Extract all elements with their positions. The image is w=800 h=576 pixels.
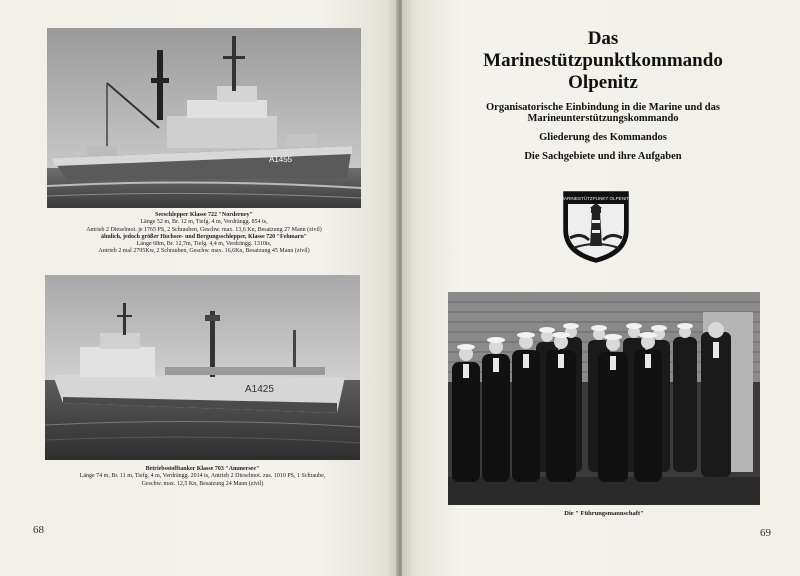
caption-line: Länge 52 m, Br. 12 m, Tiefg. 4 m, Verdrängg. 854 ts, [140, 219, 268, 226]
hull-number-label: A1455 [269, 155, 293, 164]
caption-line: Geschw. max. 12,5 Kn, Besatzung 24 Mann (zivil) [141, 480, 264, 487]
hull-number-label: A1425 [245, 384, 274, 395]
title-line: Olpenitz [568, 72, 638, 93]
crest-text: MARINESTÜTZPUNKT OLPENITZ [561, 196, 631, 201]
team-photo-caption: Die " Führungsmannschaft" [564, 510, 644, 517]
caption-title: Seeschlepper Klasse 722 "Norderney" [155, 212, 253, 218]
tug-ship-photo [47, 28, 361, 208]
tanker-ship-caption [45, 466, 360, 488]
title-line: Das [587, 28, 619, 49]
team-group-photo [448, 292, 760, 505]
subtitle-line: Organisatorische Einbindung in die Marine und das [486, 102, 720, 113]
title-line: Marinestützpunktkommando [483, 50, 723, 71]
tug-ship-caption [47, 212, 361, 256]
right-page-number: 69 [760, 527, 771, 539]
command-crest-icon [561, 188, 631, 264]
subtitle-line: Marineunterstützungskommando [527, 113, 679, 124]
subtitle-line: Gliederung des Kommandos [539, 132, 667, 143]
caption-line: Länge 68m, Br. 12,7m, Tiefg. 4,4 m, Verdrängg. 1310ts, [136, 241, 272, 248]
caption-line: Länge 74 m, Br. 11 m, Tiefg. 4 m, Verdrängg. 2014 ts, Antrieb 2 Dieselmot. zus. 1010 PS, 1 Schraube, [79, 473, 326, 480]
chapter-heading [404, 28, 800, 162]
caption-line: Antrieb 2 Dieselmot. je 1765 PS, 2 Schrauben, Geschw. max. 13,6 Kn, Besatzung 27 Mann (zivil) [86, 226, 322, 233]
subtitle-line: Die Sachgebiete und ihre Aufgaben [524, 151, 682, 162]
tanker-ship-photo [45, 275, 360, 460]
caption-subtitle: ähnlich, jedoch größer Hochsee- und Bergungsschlepper, Klasse 720 "Fehmarn" [100, 233, 307, 240]
caption-title: Betriebsstofftanker Klasse 703 "Ammersee" [145, 466, 260, 472]
left-page-number: 68 [33, 524, 44, 536]
caption-line: Antrieb 2 mal 2795Kw, 2 Schrauben, Geschw. max. 16,6Kn, Besatzung 45 Mann (zivil) [98, 248, 310, 255]
